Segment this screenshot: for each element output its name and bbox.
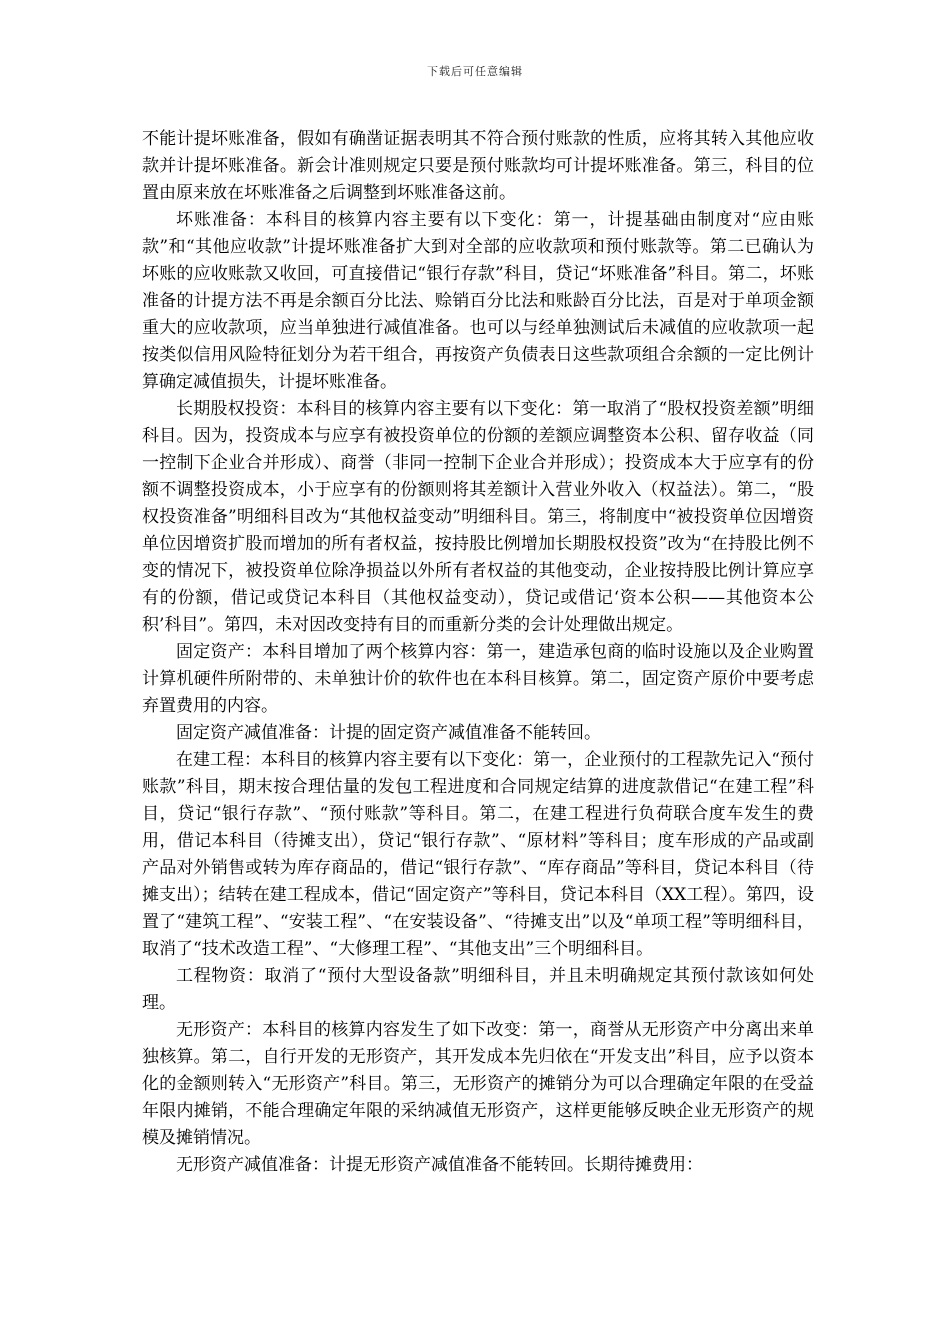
paragraph-continuation: 不能计提坏账准备，假如有确凿证据表明其不符合预付账款的性质，应将其转入其他应收款并计提坏账准备。新会计准则规定只要是预付账款均可计提坏账准备。第三，科目的位置由原来放在坏账准备之后调整到坏账准备这前。 — [142, 129, 814, 203]
document-body — [142, 126, 814, 1179]
paragraph-fixed-asset-impairment: 固定资产减值准备：计提的固定资产减值准备不能转回。 — [176, 723, 601, 743]
paragraph-bad-debt-reserve: 坏账准备：本科目的核算内容主要有以下变化：第一，计提基础由制度对“应由账款”和“其他应收款”计提坏账准备扩大到对全部的应收款项和预付账款等。第二已确认为坏账的应收账款又收回，可直接借记“银行存款”科目，贷记“坏账准备”科目。第二，坏账准备的计提方法不再是余额百分比法、赊销百分比法和账龄百分比法，百是对于单项金额重大的应收款项，应当单独进行减值准备。也可以与经单独测试后未减值的应收款项一起按类似信用风险特征划分为若干组合，再按资产负债表日这些款项组合余额的一定比例计算确定减值损失，计提坏账准备。 — [142, 210, 814, 392]
paragraph-intangible-assets: 无形资产：本科目的核算内容发生了如下改变：第一，商誉从无形资产中分离出来单独核算。第二，自行开发的无形资产，其开发成本先归依在“开发支出”科目，应予以资本化的金额则转入“无形资产”科目。第三，无形资产的摊销分为可以合理确定年限的在受益年限内摊销，不能合理确定年限的采纳减值无形资产，这样更能够反映企业无形资产的规模及摊销情况。 — [142, 1020, 814, 1148]
paragraph-fixed-assets: 固定资产：本科目增加了两个核算内容：第一，建造承包商的临时设施以及企业购置计算机硬件所附带的、未单独计价的软件也在本科目核算。第二，固定资产原价中要考虑弃置费用的内容。 — [142, 642, 814, 716]
paragraph-intangible-asset-impairment: 无形资产减值准备：计提无形资产减值准备不能转回。长期待摊费用： — [176, 1155, 703, 1175]
paragraph-long-term-equity-investment: 长期股权投资：本科目的核算内容主要有以下变化：第一取消了“股权投资差额”明细科目。因为，投资成本与应享有被投资单位的份额的差额应调整资本公积、留存收益（同一控制下企业合并形成）、商誉（非同一控制下企业合并形成）；投资成本大于应享有的份额不调整投资成本，小于应享有的份额则将其差额计入营业外收入（权益法）。第二，“股权投资准备”明细科目改为“其他权益变动”明细科目。第三，将制度中“被投资单位因增资单位因增资扩股而增加的所有者权益，按持股比例增加长期股权投资”改为“在持股比例不变的情况下，被投资单位除净损益以外所有者权益的其他变动，企业按持股比例计算应享有的份额，借记或贷记本科目（其他权益变动），贷记或借记‘资本公积——其他资本公积’科目”。第四，未对因改变持有目的而重新分类的会计处理做出规定。 — [142, 399, 814, 635]
paragraph-engineering-materials: 工程物资：取消了“预付大型设备款”明细科目，并且未明确规定其预付款该如何处理。 — [142, 966, 814, 1013]
page-header: 下载后可任意编辑 — [427, 65, 523, 78]
paragraph-construction-in-progress: 在建工程：本科目的核算内容主要有以下变化：第一，企业预付的工程款先记入“预付账款”科目，期末按合理估量的发包工程进度和合同规定结算的进度款借记“在建工程”科目，贷记“银行存款”、“预付账款”等科目。第二，在建工程进行负荷联合度车发生的费用，借记本科目（待摊支出），贷记“银行存款”、“原材料”等科目；度车形成的产品或副产品对外销售或转为库存商品的，借记“银行存款”、“库存商品”等科目，贷记本科目（待摊支出）；结转在建工程成本，借记“固定资产”等科目，贷记本科目（XX工程）。第四，设置了“建筑工程”、“安装工程”、“在安装设备”、“待摊支出”以及“单项工程”等明细科目，取消了“技术改造工程”、“大修理工程”、“其他支出”三个明细科目。 — [142, 750, 814, 959]
